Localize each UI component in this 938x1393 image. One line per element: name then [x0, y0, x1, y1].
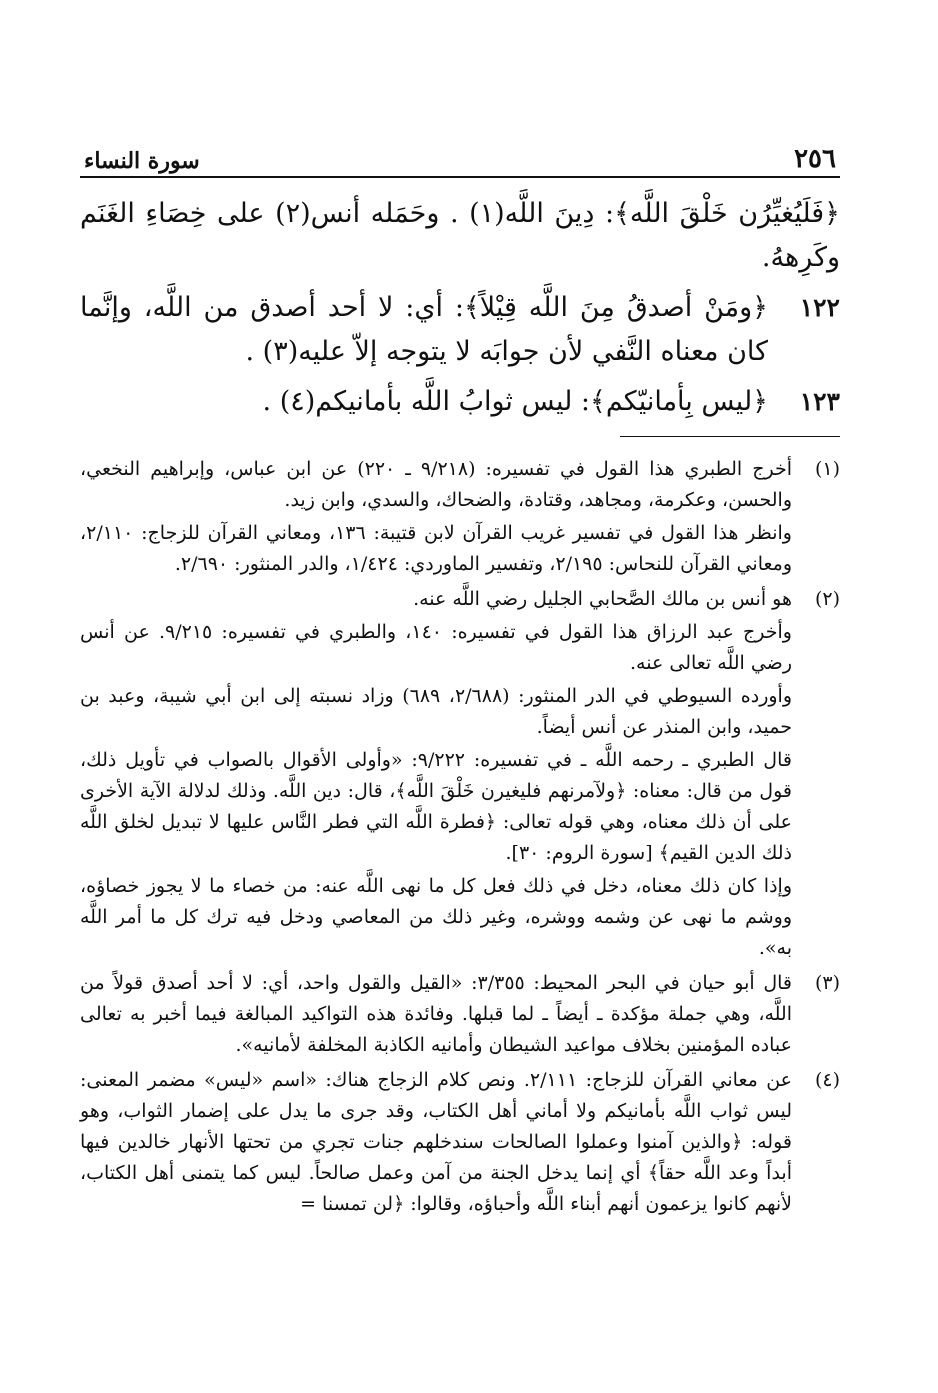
- footnote-number: (٤): [814, 1069, 840, 1091]
- footnote: [80, 1065, 840, 1222]
- page-number: ٢٥٦: [794, 144, 836, 174]
- footnote-number: (٢): [814, 588, 840, 610]
- footnote-paragraph: وأخرج عبد الرزاق هذا القول في تفسيره: ١٤٠، والطبري في تفسيره: ٩/٢١٥. عن أنس رضي اللَّه تعالى عنه.: [80, 621, 792, 674]
- footnote-paragraph: عن معاني القرآن للزجاج: ٢/١١١. ونص كلام الزجاج هناك: «اسم «ليس» مضمر المعنى: ليس ثواب اللَّه بأمانيكم ولا أماني أهل الكتاب، وقد جرى ما يدل على إضمار الثواب، وهو قوله: ﴿والذين آمنوا وعملوا الصالحات سندخلهم جنات تجري من تحتها الأنهار خالدين فيها أبداً وعد اللَّه حقاً﴾ أي إنما يدخل الجنة من آمن وعمل صالحاً. ليس كما يتمنى أهل الكتاب، لأنهم كانوا يزعمون أنهم أبناء اللَّه وأحباؤه، وقالوا: ﴿لن تمسنا =: [80, 1069, 792, 1215]
- book-page: [80, 140, 840, 1224]
- footnote-separator: [80, 430, 840, 446]
- verse-commentary: ﴿فَلَيُغيِّرُن خَلْقَ اللَّه﴾: دِينَ اللَّه(١) . وحَمَله أنس(٢) على خِصَاءِ الغَنَم وكَرِههُ.: [80, 198, 841, 273]
- footnote-paragraph: قال الطبري ـ رحمه اللَّه ـ في تفسيره: ٩/٢٢٢: «وأولى الأقوال بالصواب في تأويل ذلك، قول من قال: معناه: ﴿ولآمرنهم فليغيرن خَلْقَ اللَّه﴾، قال: دين اللَّه. وذلك لدلالة الآية الأخرى على أن ذلك معناه، وهي قوله تعالى: ﴿فطرة اللَّه التي فطر النَّاس عليها لا تبديل لخلق اللَّه ذلك الدين القيم﴾ [سورة الروم: ٣٠].: [80, 749, 792, 864]
- footnote-number: (٣): [814, 972, 840, 994]
- footnote: [80, 968, 840, 1063]
- footnote-paragraph: أخرج الطبري هذا القول في تفسيره: (٩/٢١٨ ـ ٢٢٠) عن ابن عباس، وإبراهيم النخعي، والحسن، وعكرمة، ومجاهد، وقتادة، والضحاك، والسدي، وابن زيد.: [80, 458, 793, 511]
- page-header: [80, 140, 840, 178]
- footnote-number: (١): [814, 458, 840, 480]
- surah-title: سورة النساء: [84, 148, 200, 174]
- verse-entry: [80, 192, 840, 280]
- verse-entry: [80, 286, 840, 374]
- footnote: [80, 454, 840, 582]
- footnote-paragraph: قال أبو حيان في البحر المحيط: ٣/٣٥٥: «القيل والقول واحد، أي: لا أحد أصدق قولاً من اللَّه، وهي جملة مؤكدة ـ أيضاً ـ لما قبلها. وفائدة هذه التواكيد المبالغة فيما أخبر به تعالى عباده المؤمنين بخلاف مواعيد الشيطان وأمانيه الكاذبة المخلفة لأمانيه».: [80, 972, 792, 1056]
- footnote-paragraph: وأورده السيوطي في الدر المنثور: (٢/٦٨٨، ٦٨٩) وزاد نسبته إلى ابن أبي شيبة، وعبد بن حميد، وابن المنذر عن أنس أيضاً.: [80, 685, 793, 738]
- verse-entry: [80, 380, 840, 424]
- footnote-paragraph: هو أنس بن مالك الصَّحابي الجليل رضي اللَّه عنه.: [413, 588, 792, 610]
- main-text: [80, 192, 840, 424]
- footnote-paragraph: وانظر هذا القول في تفسير غريب القرآن لابن قتيبة: ١٣٦، ومعاني القرآن للزجاج: ٢/١١٠، ومعاني القرآن للنحاس: ٢/١٩٥، وتفسير الماوردي: ١/٤٢٤، والدر المنثور: ٢/٦٩٠.: [80, 522, 792, 575]
- verse-number: ١٢٣: [799, 387, 840, 416]
- verse-number: ١٢٢: [799, 293, 840, 322]
- footnote: [80, 584, 840, 966]
- footnote-paragraph: وإذا كان ذلك معناه، دخل في ذلك فعل كل ما نهى اللَّه عنه: من خصاء ما لا يجوز خصاؤه، ووشم ما نهى عن وشمه ووشره، وغير ذلك من المعاصي ودخل فيه ترك كل ما أمر اللَّه به».: [80, 875, 792, 959]
- verse-commentary: ﴿ومَنْ أصدقُ مِنَ اللَّه قِيْلاً﴾: أي: لا أحد أصدق من اللَّه، وإنَّما كان معناه النَّفي لأن جوابَه لا يتوجه إلاّ عليه(٣) .: [80, 292, 768, 367]
- footnotes: [80, 454, 840, 1222]
- verse-commentary: ﴿ليس بِأمانيّكم﴾: ليس ثوابُ اللَّه بأمانيكم(٤) .: [262, 386, 768, 417]
